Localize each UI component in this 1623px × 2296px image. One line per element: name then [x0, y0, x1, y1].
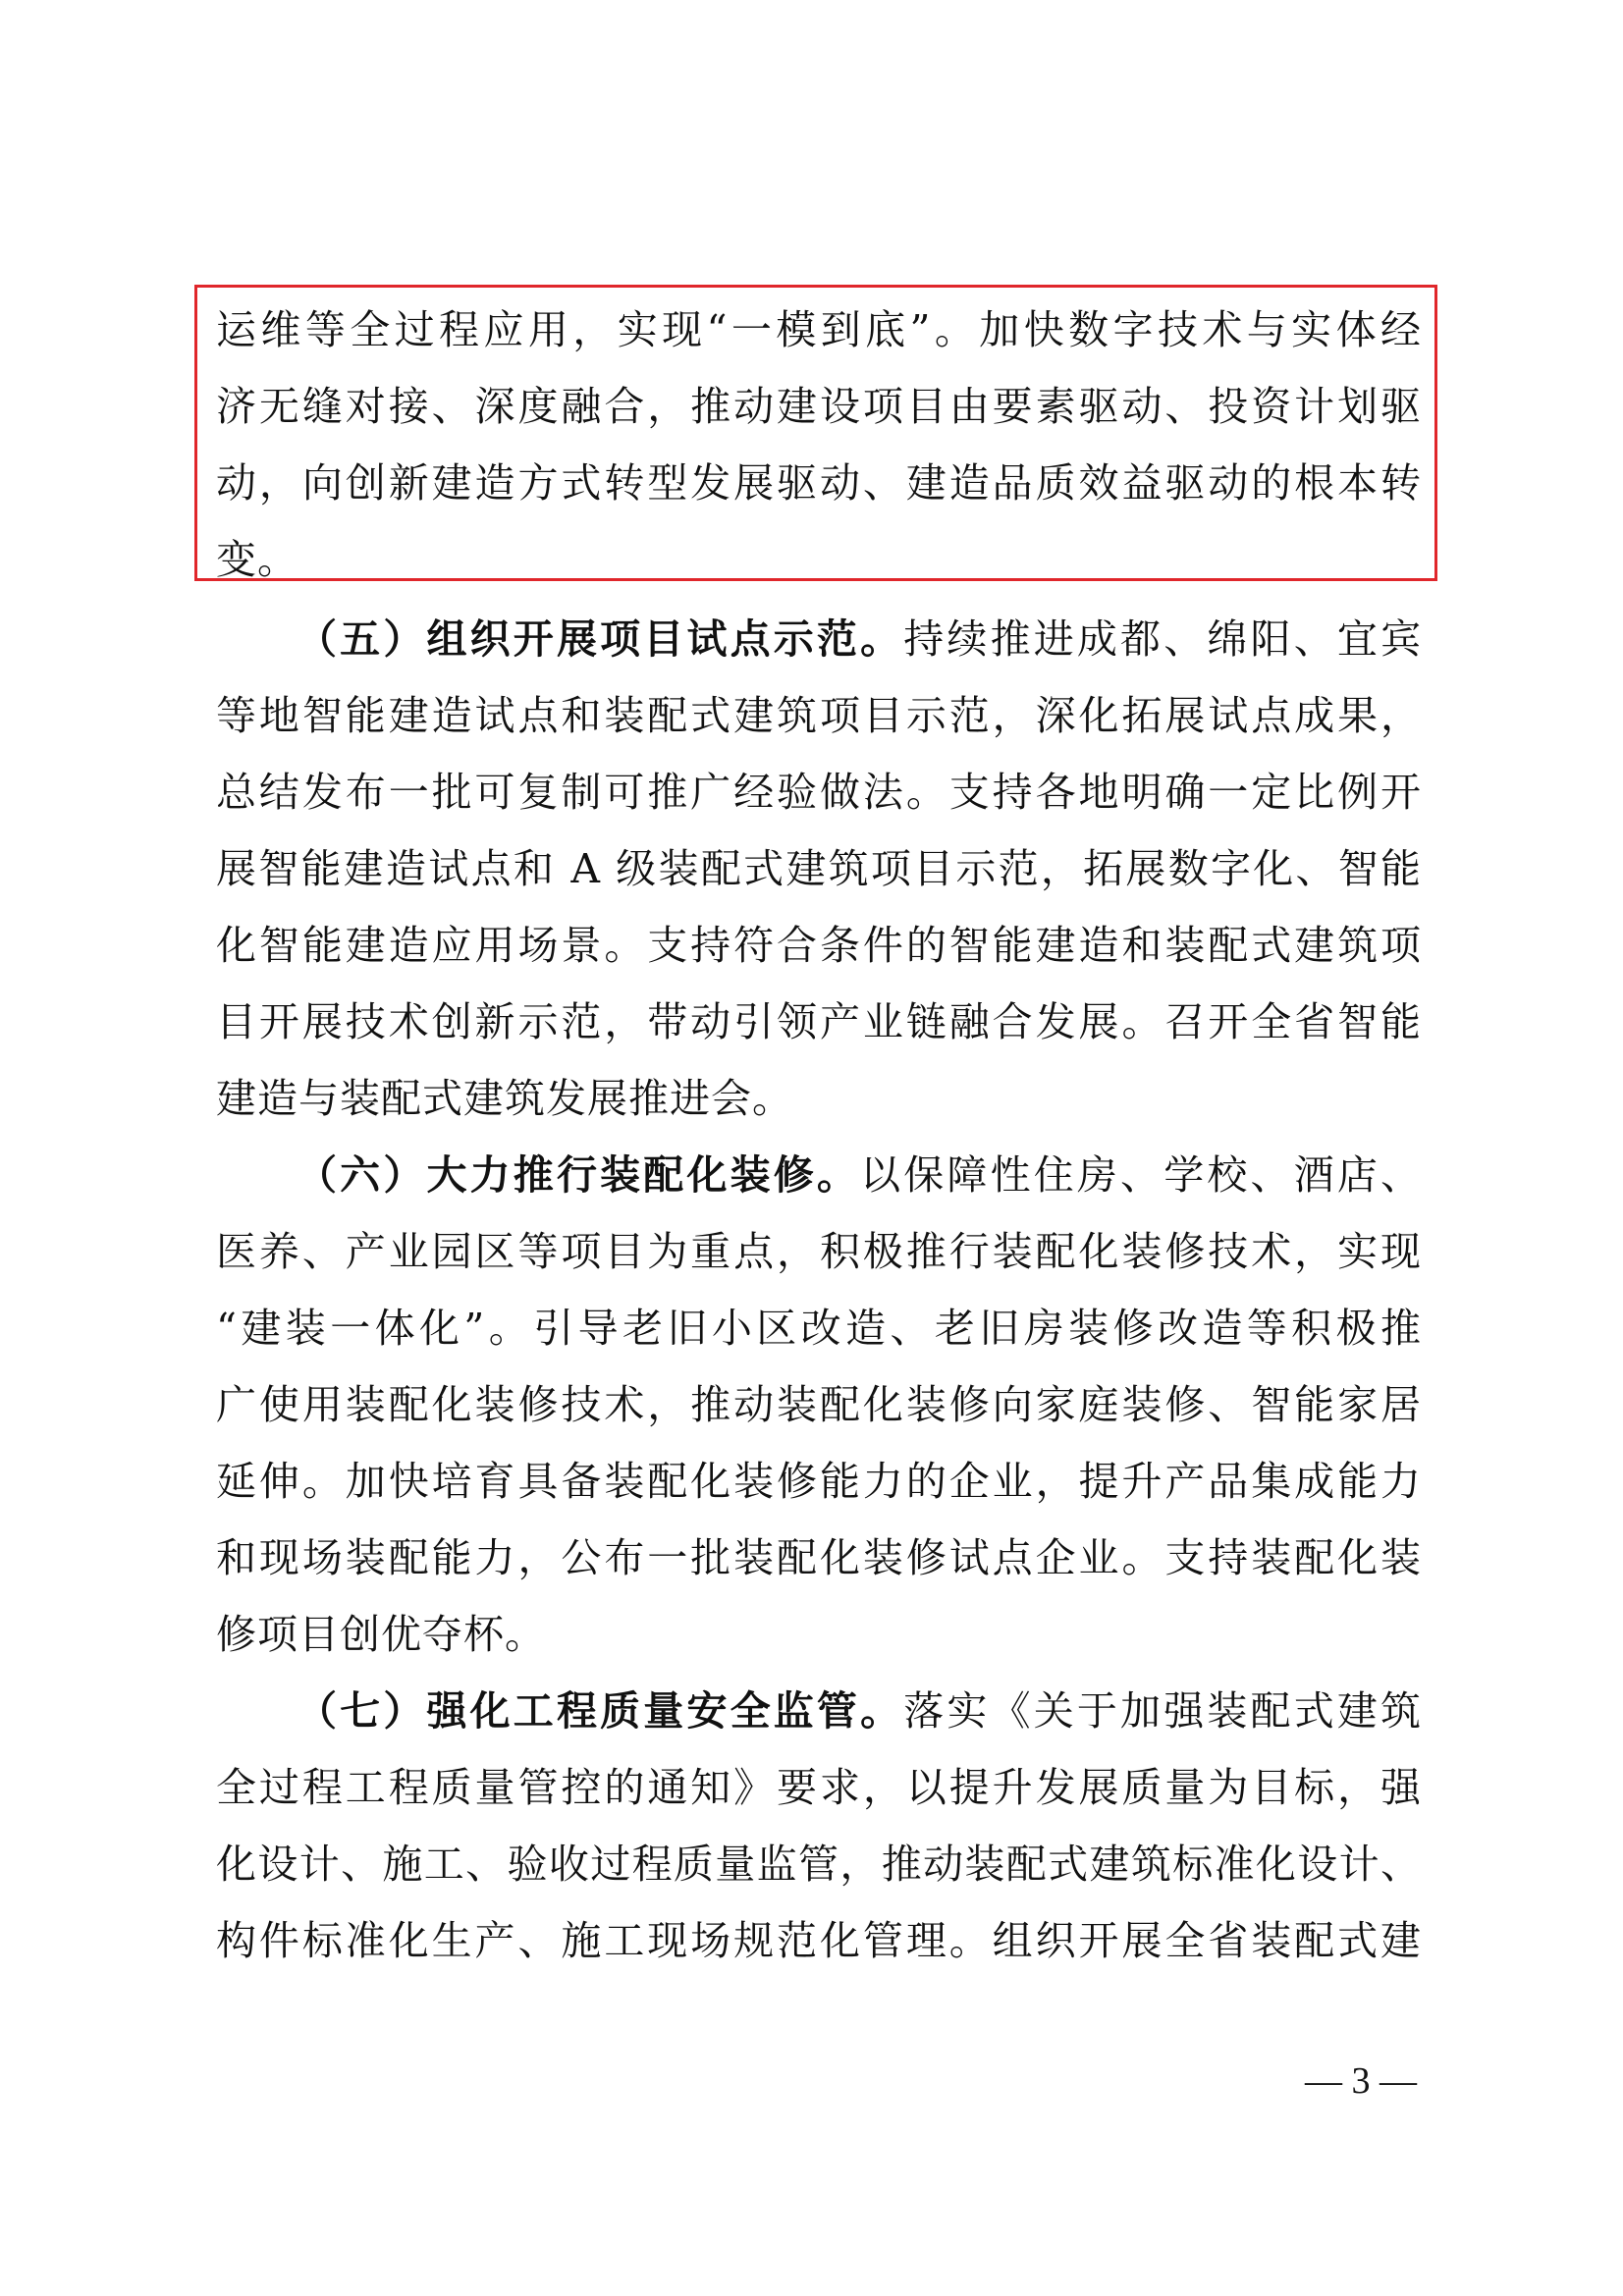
section-first-line-text: 持续推进成都、绵阳、宜宾	[903, 615, 1423, 663]
paragraph-line: “建装一体化”。引导老旧小区改造、老旧房装修改造等积极推	[216, 1305, 1422, 1352]
paragraph-line: 建造与装配式建筑发展推进会。	[216, 1075, 793, 1122]
section-first-line	[216, 1673, 1422, 1749]
paragraph-line: 医养、产业园区等项目为重点，积极推行装配化装修技术，实现	[216, 1228, 1422, 1275]
section-heading: （七）强化工程质量安全监管。	[297, 1687, 904, 1735]
paragraph-line: 展智能建造试点和 A 级装配式建筑项目示范，拓展数字化、智能	[216, 845, 1422, 892]
paragraph-line: 变。	[216, 536, 298, 583]
section-heading: （五）组织开展项目试点示范。	[297, 615, 904, 663]
paragraph-line: 运维等全过程应用，实现“一模到底”。加快数字技术与实体经	[216, 306, 1422, 353]
paragraph-line: 等地智能建造试点和装配式建筑项目示范，深化拓展试点成果，	[216, 692, 1422, 739]
paragraph-line: 修项目创优夺杯。	[216, 1611, 546, 1658]
paragraph-line: 全过程工程质量管控的通知》要求，以提升发展质量为目标，强	[216, 1764, 1422, 1811]
section-first-line-text: 落实《关于加强装配式建筑	[903, 1687, 1423, 1735]
section-7-paragraph	[216, 1673, 1422, 1979]
paragraph-line: 济无缝对接、深度融合，推动建设项目由要素驱动、投资计划驱	[216, 383, 1422, 430]
paragraph-line: 构件标准化生产、施工现场规范化管理。组织开展全省装配式建	[216, 1917, 1422, 1964]
paragraph-line: 广使用装配化装修技术，推动装配化装修向家庭装修、智能家居	[216, 1381, 1422, 1428]
paragraph-line: 化智能建造应用场景。支持符合条件的智能建造和装配式建筑项	[216, 922, 1422, 969]
paragraph-line: 延伸。加快培育具备装配化装修能力的企业，提升产品集成能力	[216, 1458, 1422, 1505]
section-5-paragraph	[216, 601, 1422, 1137]
section-first-line	[216, 601, 1422, 677]
section-first-line	[216, 1137, 1422, 1213]
section-6-paragraph	[216, 1137, 1422, 1673]
paragraph-line: 动，向创新建造方式转型发展驱动、建造品质效益驱动的根本转	[216, 459, 1422, 507]
paragraph-line: 化设计、施工、验收过程质量监管，推动装配式建筑标准化设计、	[216, 1841, 1422, 1888]
paragraph-line: 和现场装配能力，公布一批装配化装修试点企业。支持装配化装	[216, 1534, 1422, 1581]
section-first-line-text: 以保障性住房、学校、酒店、	[860, 1151, 1423, 1199]
highlighted-paragraph	[216, 292, 1422, 598]
paragraph-line: 总结发布一批可复制可推广经验做法。支持各地明确一定比例开	[216, 769, 1422, 816]
paragraph-line: 目开展技术创新示范，带动引领产业链融合发展。召开全省智能	[216, 998, 1422, 1045]
page-number: — 3 —	[1305, 2060, 1417, 2102]
section-heading: （六）大力推行装配化装修。	[297, 1151, 861, 1199]
